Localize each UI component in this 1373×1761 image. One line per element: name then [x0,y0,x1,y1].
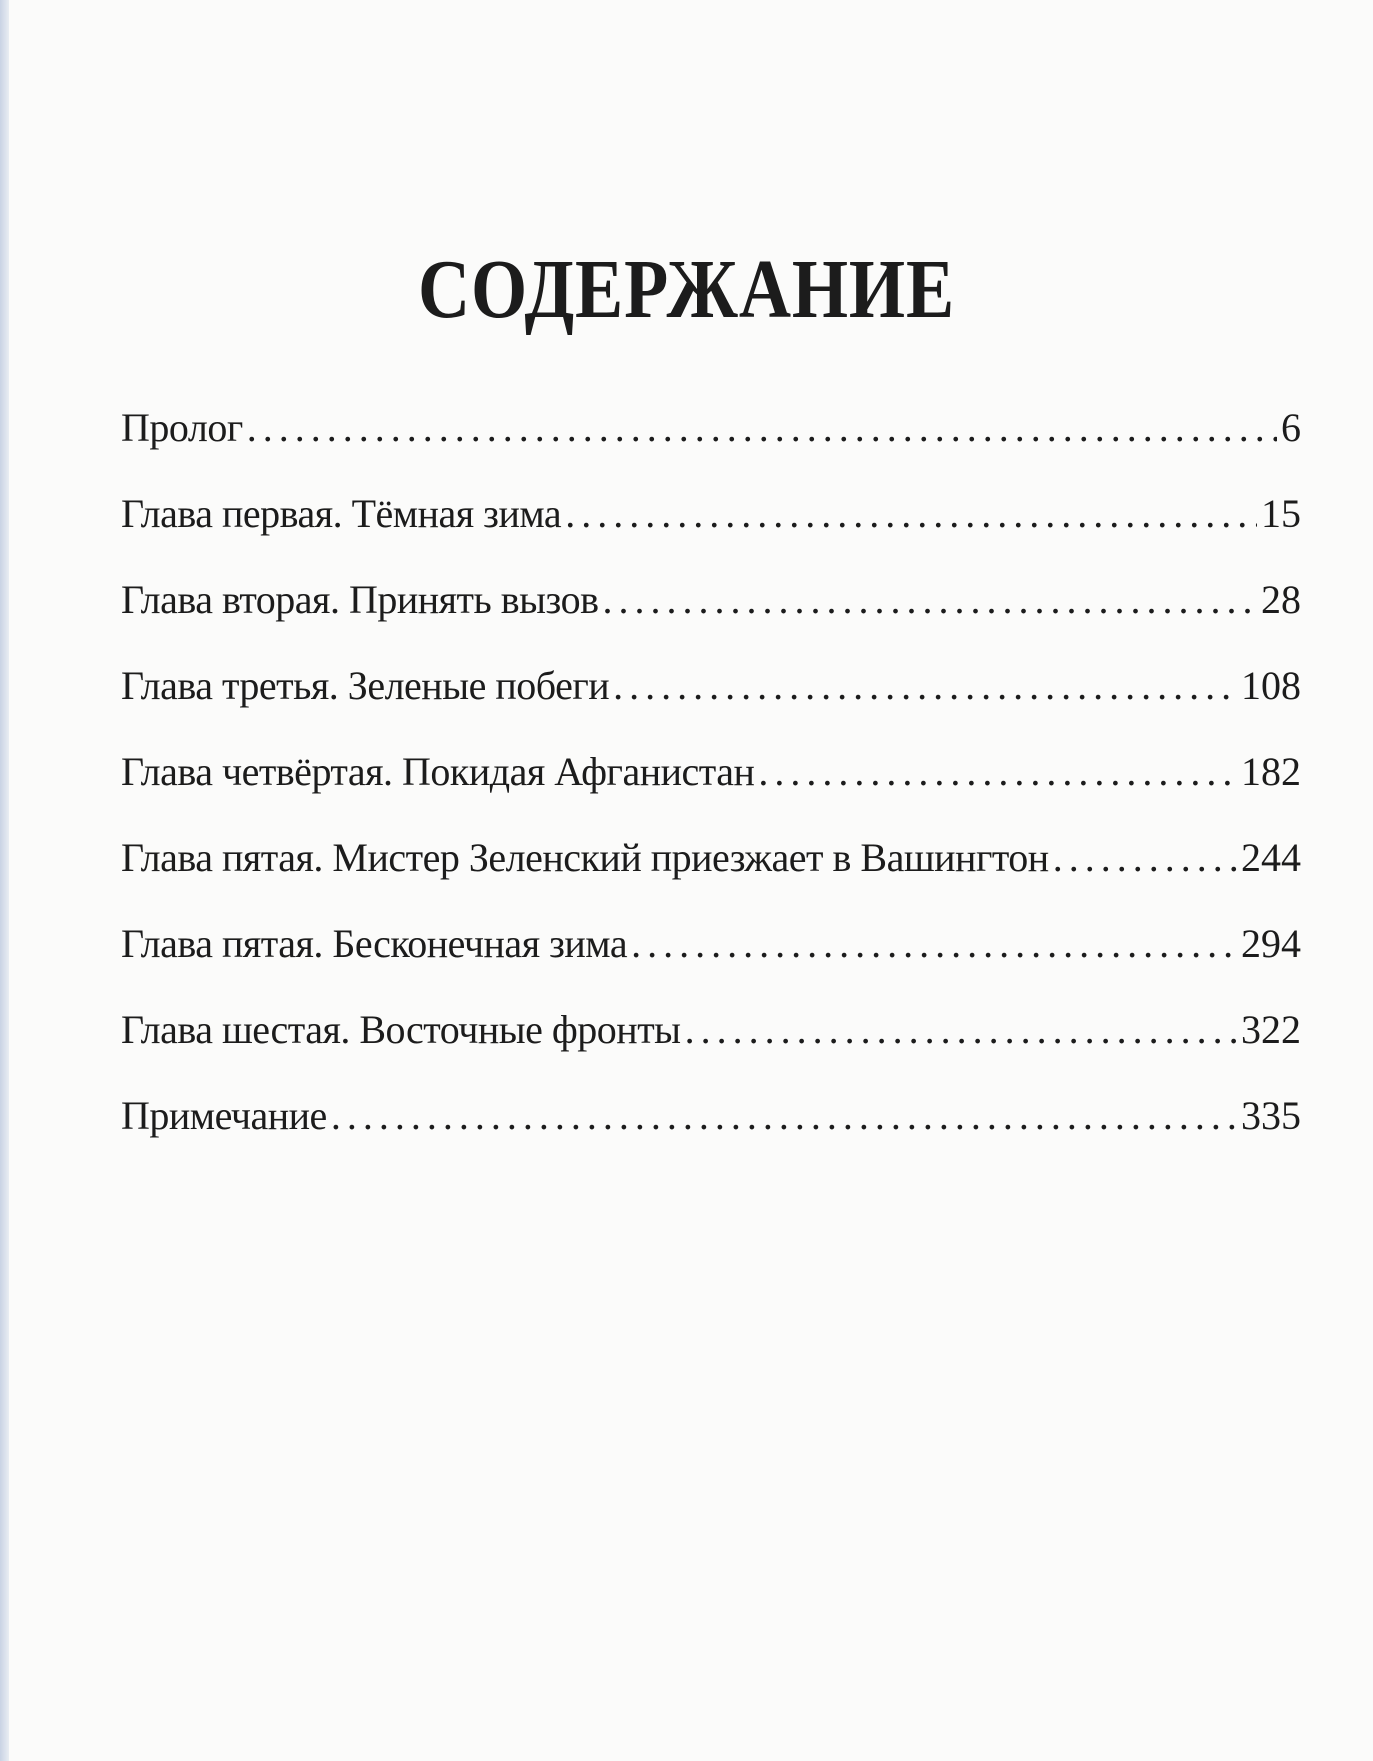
toc-entry-page: 244 [1241,835,1301,880]
dot-leader [685,1002,1237,1058]
toc-entry[interactable] [121,744,1301,830]
toc-entry-page: 322 [1241,1007,1301,1052]
toc-entry-page: 6 [1281,405,1301,450]
toc-entry-label: Глава первая. Тёмная зима [121,491,562,536]
toc-entry[interactable] [121,1002,1301,1088]
toc-entry-label: Глава шестая. Восточные фронты [121,1007,681,1052]
toc-entry[interactable] [121,400,1301,486]
toc-entry[interactable] [121,916,1301,1002]
page-title: СОДЕРЖАНИЕ [417,243,955,336]
toc-entry-page: 15 [1261,491,1301,536]
toc-entry-page: 108 [1241,663,1301,708]
dot-leader [565,486,1257,542]
toc-entry-page: 294 [1241,921,1301,966]
dot-leader [602,572,1257,628]
toc-entry[interactable] [121,1088,1301,1174]
dot-leader [247,400,1277,456]
dot-leader [331,1088,1237,1144]
toc-entry-label: Глава пятая. Бесконечная зима [121,921,628,966]
dot-leader [1053,830,1237,886]
toc-entry-label: Примечание [121,1093,327,1138]
toc-entry-label: Глава вторая. Принять вызов [121,577,599,622]
toc-entry-label: Пролог [121,405,243,450]
dot-leader [758,744,1237,800]
dot-leader [613,658,1237,714]
toc-entry-label: Глава пятая. Мистер Зеленский приезжает в Вашингтон [121,835,1049,880]
page-edge [0,0,9,1761]
toc-entry[interactable] [121,486,1301,572]
dot-leader [631,916,1237,972]
toc-entry-label: Глава третья. Зеленые побеги [121,663,610,708]
toc-entry-page: 28 [1261,577,1301,622]
toc-entry[interactable] [121,572,1301,658]
toc-entry-page: 335 [1241,1093,1301,1138]
toc-entry[interactable] [121,830,1301,916]
table-of-contents [121,400,1301,1174]
toc-entry[interactable] [121,658,1301,744]
toc-entry-page: 182 [1241,749,1301,794]
toc-entry-label: Глава четвёртая. Покидая Афганистан [121,749,755,794]
